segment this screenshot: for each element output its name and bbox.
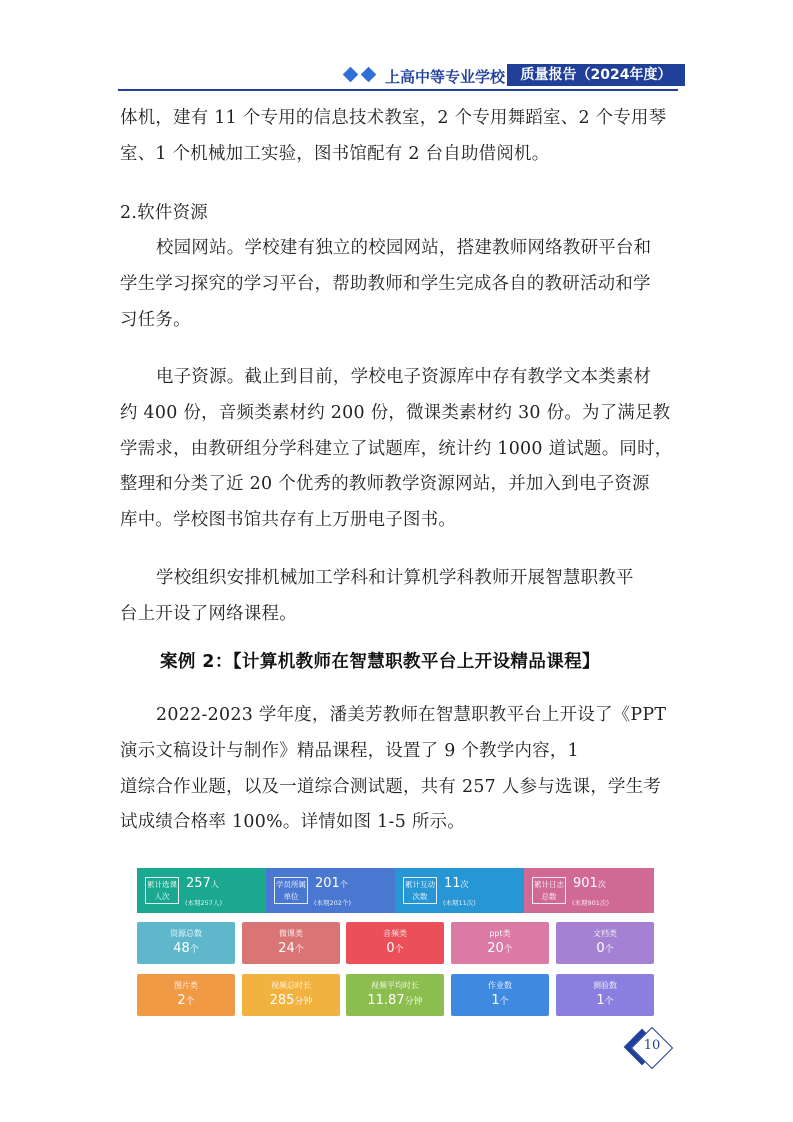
case-title: 案例 2：【计算机教师在智慧职教平台上开设精品课程】 bbox=[160, 652, 600, 672]
text-line: 2022-2023 学年度，潘美芳教师在智慧职教平台上开设了《PPT bbox=[156, 705, 667, 725]
text-line: 库中。学校图书馆共存有上万册电子图书。 bbox=[120, 510, 457, 531]
stat-label: 累计日志总数 bbox=[532, 877, 566, 904]
stat-label: 累计选课人次 bbox=[145, 877, 179, 904]
stat-sub: (本期257人) bbox=[185, 899, 222, 907]
stat-sub: (本期11次) bbox=[443, 899, 476, 907]
course-stats-dashboard bbox=[137, 868, 654, 1018]
stat-label: 累计互动次数 bbox=[403, 877, 437, 904]
tile-video-total-duration: 视频总时长 285分钟 bbox=[242, 974, 340, 1016]
report-tag: 质量报告（2024年度） bbox=[507, 64, 685, 86]
tile-quizzes: 测验数 1个 bbox=[556, 974, 654, 1016]
stat-value: 201个 bbox=[315, 876, 348, 891]
tile-audio: 音频类 0个 bbox=[346, 922, 444, 964]
page-number: 10 bbox=[643, 1038, 661, 1053]
stat-sub: (本期202个) bbox=[314, 899, 351, 907]
text-line: 体机，建有 11 个专用的信息技术教室，2 个专用舞蹈室、2 个专用琴 bbox=[120, 108, 667, 128]
text-line: 台上开设了网络课程。 bbox=[120, 603, 297, 624]
paragraph-case-detail bbox=[120, 698, 680, 841]
paragraph-website bbox=[120, 231, 680, 338]
tile-ppt: ppt类 20个 bbox=[451, 922, 549, 964]
stat-card-logs bbox=[524, 868, 654, 913]
stat-value: 901次 bbox=[573, 876, 606, 891]
paragraph-e-resources bbox=[120, 360, 680, 539]
stat-card-enrollments bbox=[137, 868, 266, 913]
diamond-icon bbox=[361, 67, 377, 83]
stat-card-units bbox=[266, 868, 395, 913]
header-rule bbox=[118, 89, 678, 91]
paragraph-hardware-continued bbox=[120, 101, 680, 173]
stat-sub: (本期901次) bbox=[572, 899, 609, 907]
text-line: 道综合作业题，以及一道综合测试题，共有 257 人参与选课，学生考 bbox=[120, 776, 662, 797]
tile-documents: 文档类 0个 bbox=[556, 922, 654, 964]
stat-label: 学员所属单位 bbox=[274, 877, 308, 904]
text-line: 试成绩合格率 100%。详情如图 1-5 所示。 bbox=[120, 812, 465, 833]
tile-micro-lessons: 微课类 24个 bbox=[242, 922, 340, 964]
diamond-icon bbox=[343, 67, 359, 83]
stat-value: 257人 bbox=[186, 876, 219, 891]
tile-images: 图片类 2个 bbox=[137, 974, 235, 1016]
text-line: 校园网站。学校建有独立的校园网站，搭建教师网络教研平台和 bbox=[156, 238, 652, 258]
school-name: 上高中等专业学校 bbox=[385, 68, 506, 86]
heading-software: 2.软件资源 bbox=[120, 203, 208, 223]
text-line: 电子资源。截止到目前，学校电子资源库中存有教学文本类素材 bbox=[156, 367, 652, 387]
paragraph-online-courses bbox=[120, 561, 680, 633]
page-header bbox=[335, 64, 685, 88]
text-line: 学校组织安排机械加工学科和计算机学科教师开展智慧职教平 bbox=[156, 568, 634, 588]
text-line: 演示文稿设计与制作》精品课程，设置了 9 个教学内容，1 bbox=[120, 740, 579, 761]
tile-video-avg-duration: 视频平均时长 11.87分钟 bbox=[346, 974, 444, 1016]
text-line: 习任务。 bbox=[120, 309, 191, 330]
section-heading bbox=[120, 196, 680, 232]
tile-assignments: 作业数 1个 bbox=[451, 974, 549, 1016]
text-line: 整理和分类了近 20 个优秀的教师教学资源网站，并加入到电子资源 bbox=[120, 474, 650, 495]
stat-value: 11次 bbox=[444, 876, 469, 891]
tile-total-resources: 资源总数 48个 bbox=[137, 922, 235, 964]
stat-card-interactions bbox=[395, 868, 524, 913]
text-line: 学生学习探究的学习平台，帮助教师和学生完成各自的教研活动和学 bbox=[120, 273, 651, 294]
text-line: 室、1 个机械加工实验，图书馆配有 2 台自助借阅机。 bbox=[120, 143, 550, 164]
text-line: 学需求，由教研组分学科建立了试题库，统计约 1000 道试题。同时， bbox=[120, 438, 673, 459]
text-line: 约 400 份，音频类素材约 200 份，微课类素材约 30 份。为了满足教 bbox=[120, 402, 671, 423]
